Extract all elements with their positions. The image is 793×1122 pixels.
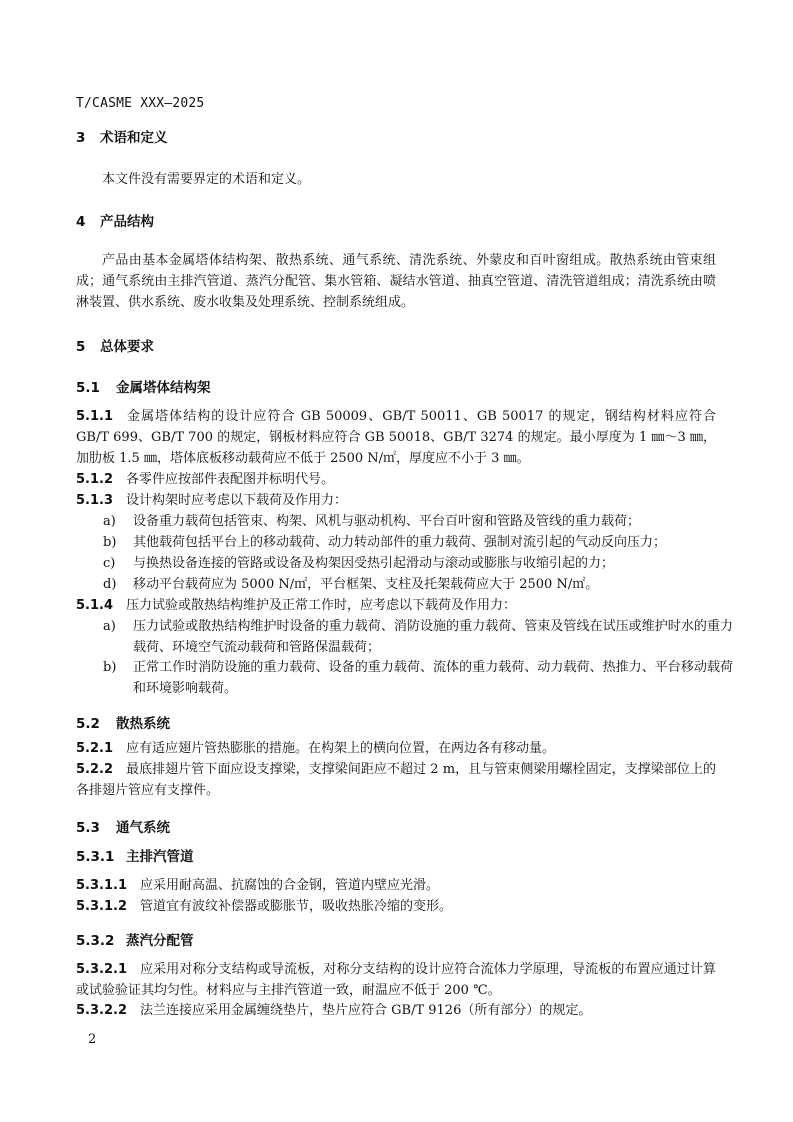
list-text: 移动平台载荷应为 5000 N/㎡，平台框架、支柱及托架载荷应大于 2500 N/㎡。 (133, 577, 599, 592)
section-4-heading (76, 210, 154, 230)
section-number: 5.1 (76, 380, 100, 396)
clause-text: 应采用对称分支结构或导流板，对称分支结构的设计应符合流体力学原理，导流板的布置应通过计算或试验验证其均匀性。材料应与主排汽管道一致，耐温应不低于 200 ℃。 (76, 962, 716, 998)
clause-text: 法兰连接应采用金属缠绕垫片，垫片应符合 GB/T 9126（所有部分）的规定。 (140, 1003, 592, 1018)
clause-number: 5.3.2.1 (76, 962, 127, 977)
clause-number: 5.2.1 (76, 741, 114, 756)
clause-number: 5.1.1 (76, 409, 114, 424)
clause-number: 5.2.2 (76, 762, 114, 777)
section-title: 通气系统 (116, 820, 170, 836)
section-number: 5 (76, 339, 86, 355)
clause-number: 5.1.3 (76, 493, 114, 508)
clause-text: 应有适应翅片管热膨胀的措施。在构架上的横向位置，在两边各有移动量。 (126, 741, 556, 756)
document-id-header: T/CASME XXX—2025 (76, 96, 205, 111)
section-title: 术语和定义 (100, 130, 168, 146)
list-label: b) (103, 660, 117, 675)
section-title: 产品结构 (100, 214, 154, 230)
list-item (103, 532, 733, 553)
section-5-1-heading (76, 376, 211, 396)
list-item (103, 657, 733, 699)
clause-5-3-1-2 (76, 896, 716, 917)
list-item (103, 616, 733, 658)
clause-number: 5.1.4 (76, 598, 114, 613)
section-title: 金属塔体结构架 (116, 380, 211, 396)
clause-number: 5.3.1.1 (76, 878, 127, 893)
clause-text: 金属塔体结构的设计应符合 GB 50009、GB/T 50011、GB 50017 的规定，钢结构材料应符合 GB/T 699、GB/T 700 的规定，钢板材料应符合 GB 50018、GB/T 3274 的规定。最小厚度为 1 ㎜～3 ㎜，加肋板 1.5 ㎜，塔体底板移动载荷应不低于 2500 N/㎡，厚度应不小于 3 ㎜。 (76, 409, 716, 466)
section-5-3-heading (76, 816, 170, 836)
clause-number: 5.3.2.2 (76, 1003, 127, 1018)
section-5-2-heading (76, 712, 170, 732)
list-item (103, 574, 733, 595)
section-number: 5.3.1 (76, 849, 115, 865)
section-number: 5.2 (76, 716, 100, 732)
section-number: 4 (76, 214, 86, 230)
list-text: 压力试验或散热结构维护时设备的重力载荷、消防设施的重力载荷、管束及管线在试压或维护时水的重力载荷、环境空气流动载荷和管路保温载荷； (133, 619, 733, 655)
page-number: 2 (88, 1032, 97, 1047)
section-title: 蒸汽分配管 (126, 933, 194, 949)
section-4-body: 产品由基本金属塔体结构架、散热系统、通气系统、清洗系统、外蒙皮和百叶窗组成。散热系统由管束组成；通气系统由主排汽管道、蒸汽分配管、集水管箱、凝结水管道、抽真空管道、清洗管道组成；清洗系统由喷淋装置、供水系统、废水收集及处理系统、控制系统组成。 (76, 253, 716, 310)
clause-text: 应采用耐高温、抗腐蚀的合金钢，管道内壁应光滑。 (140, 878, 440, 893)
section-3-body: 本文件没有需要界定的术语和定义。 (102, 172, 311, 187)
section-number: 5.3 (76, 820, 100, 836)
clause-5-1-2 (76, 469, 716, 490)
list-text: 与换热设备连接的管路或设备及构架因受热引起滑动与滚动或膨胀与收缩引起的力； (133, 556, 615, 571)
clause-5-1-1 (76, 406, 716, 469)
section-number: 5.3.2 (76, 933, 115, 949)
list-item (103, 511, 733, 532)
clause-5-1-4 (76, 595, 716, 616)
section-5-heading (76, 335, 154, 355)
section-title: 总体要求 (100, 339, 154, 355)
section-5-3-1-heading (76, 845, 194, 865)
list-text: 其他载荷包括平台上的移动载荷、动力转动部件的重力载荷、强制对流引起的气动反向压力； (133, 535, 667, 550)
section-5-3-2-heading (76, 929, 194, 949)
list-label: c) (103, 556, 116, 571)
clause-number: 5.3.1.2 (76, 899, 127, 914)
clause-5-3-1-1 (76, 875, 716, 896)
list-text: 正常工作时消防设施的重力载荷、设备的重力载荷、流体的重力载荷、动力载荷、热推力、平台移动载荷和环境影响载荷。 (133, 660, 733, 696)
list-text: 设备重力载荷包括管束、构架、风机与驱动机构、平台百叶窗和管路及管线的重力载荷； (133, 514, 641, 529)
clause-text: 管道宜有波纹补偿器或膨胀节，吸收热胀冷缩的变形。 (140, 899, 453, 914)
clause-text: 压力试验或散热结构维护及正常工作时，应考虑以下载荷及作用力： (126, 598, 517, 613)
list-label: a) (103, 619, 116, 634)
clause-text: 最底排翅片管下面应设支撑梁，支撑梁间距应不超过 2 m，且与管束侧梁用螺栓固定，支撑梁部位上的各排翅片管应有支撑件。 (76, 762, 716, 798)
list-label: a) (103, 514, 116, 529)
clause-text: 设计构架时应考虑以下载荷及作用力： (126, 493, 348, 508)
section-title: 主排汽管道 (126, 849, 194, 865)
list-label: d) (103, 577, 117, 592)
clause-text: 各零件应按部件表配图并标明代号。 (126, 472, 335, 487)
clause-number: 5.1.2 (76, 472, 114, 487)
section-title: 散热系统 (116, 716, 170, 732)
list-item (103, 553, 733, 574)
clause-5-3-2-1 (76, 959, 716, 1001)
clause-5-2-1 (76, 738, 716, 759)
list-label: b) (103, 535, 117, 550)
section-number: 3 (76, 130, 86, 146)
clause-5-1-3 (76, 490, 716, 511)
section-3-heading (76, 126, 168, 146)
clause-5-3-2-2 (76, 1000, 716, 1021)
clause-5-2-2 (76, 759, 716, 801)
